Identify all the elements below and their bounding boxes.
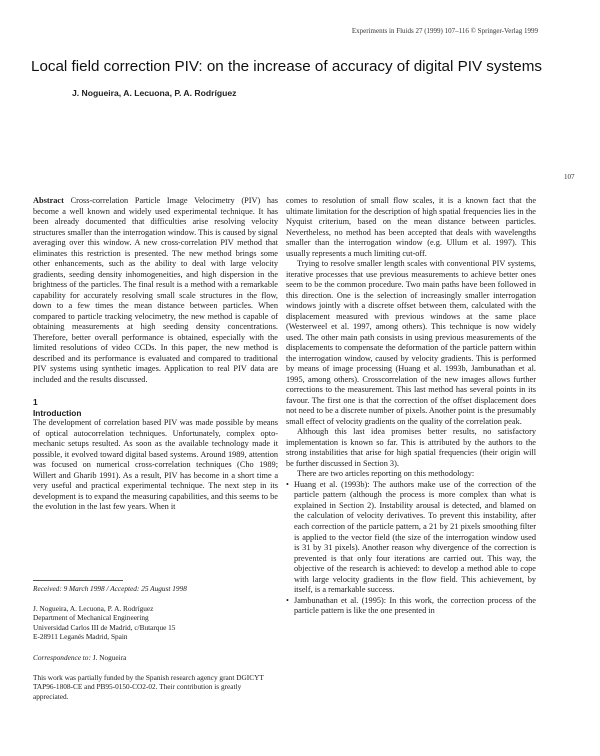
section-title: Introduction xyxy=(33,407,82,418)
received-dates xyxy=(33,584,278,593)
paragraph: Although this last idea promises better results, no satisfactory implementation is known so far. This is attributed by the authors to the strong instabilities that arise for high spatial frequencies (their origin will be further discussed in Section 3). xyxy=(286,427,536,468)
address-line: Department of Mechanical Engineering xyxy=(33,613,149,623)
address-line: Universidad Carlos III de Madrid, c/Butarque 15 xyxy=(33,622,176,632)
footnote-rule xyxy=(33,580,123,581)
abstract-label: Abstract xyxy=(33,196,64,205)
left-column xyxy=(33,196,278,513)
correspondence-name: J. Nogueira xyxy=(92,653,127,662)
reference-list xyxy=(286,480,536,617)
paper-title: Local field correction PIV: on the increase of accuracy of digital PIV systems xyxy=(31,58,542,75)
paragraph: Trying to resolve smaller length scales with conventional PIV systems, iterative processes that use previous measurements to achieve better ones seem to be the common procedure. Two main paths have been followed in this direction. One is the selection of increasingly smaller interrogation windows jointly with a discrete offset between them, calculated with the displacement measured with previous windows at the same place (Westerweel et al. 1997, among others). This technique is now widely used. The other main path consists in using previous measurements of the displacements to compensate the deformation of the particle pattern within the interrogation window, caused by velocity gradients. This is performed by means of image processing (Huang et al. 1993b, Jambunathan et al. 1995, among others). Crosscorrelation of the new images allows further corrections to the measurement. This last method has several points in its favour. The first one is that the correction of the offset displacement does not need to be a discrete number of pixels. Another point is the presumably small effect of velocity gradients on the quality of the correlation peak. xyxy=(286,259,536,426)
page-number: 107 xyxy=(564,173,575,181)
journal-reference: Experiments in Fluids 27 (1999) 107–116 © Springer-Verlag 1999 xyxy=(351,27,538,35)
list-item: • Huang et al. (1993b): The authors make use of the correction of the particle pattern (although the process is more complex than what is explained in Section 2). Instability arousal is detected, and blamed on the calculation of velocity derivatives. To prevent this instability, after each correction of the particle pattern, a 21 by 21 pixels smoothing filter is applied to the vector field (the size of the interrogation window used is 31 by 31 pixels). Another reason why divergence of the correction is prevented is that only four iterations are carried out. This way, the objective of the research is achieved: to develop a method able to cope with large velocity gradients in the flow field. This achievement, by itself, is a remarkable success. xyxy=(286,480,536,596)
address-line: E-28911 Leganés Madrid, Spain xyxy=(33,632,128,642)
paragraph: comes to resolution of small flow scales, it is a known fact that the ultimate limitation for the description of high spatial frequencies lies in the Nyquist criterium, based on the mean distance between particles. Nevertheless, no method has been accepted that deals with wavelengths smaller than the interrogation window (e.g. Ullum et al. 1997). This usually represents a much limiting cut-off. xyxy=(286,196,536,258)
paragraph: There are two articles reporting on this methodology: xyxy=(297,469,475,479)
list-item: • Jambunathan et al. (1995): In this work, the correction process of the particle pattern is like the one presented in xyxy=(286,596,536,617)
dates-text: Received: 9 March 1998 / Accepted: 25 August 1998 xyxy=(33,584,187,593)
paper-authors: J. Nogueira, A. Lecuona, P. A. Rodríguez xyxy=(72,88,237,98)
section-number: 1 xyxy=(33,397,38,408)
right-column xyxy=(286,196,536,617)
funding-note xyxy=(33,673,278,701)
address-line: J. Nogueira, A. Lecuona, P. A. Rodríguez xyxy=(33,604,154,613)
abstract-text: Cross-correlation Particle Image Velocimetry (PIV) has become a well known and widely used experimental technique. It has been already documented that difficulties arise resolving velocity structures smaller than the interrogation window. This is caused by signal averaging over this window. A new cross-correlation PIV method that eliminates this restriction is presented. The new method brings some other enhancements, such as the ability to deal with large velocity gradients, seeding density inhomogeneities, and high dispersion in the brightness of the particles. The final result is a method with a remarkable capability for accurately resolving small scale structures in the flow, down to a few times the mean distance between particles. When compared to particle tracking velocimetry, the new method is capable of obtaining measurements at high seeding density concentrations. Therefore, better overall performance is obtained, especially with the limited resolutions of video CCDs. In this paper, the new method is described and its performance is evaluated and compared to traditional PIV systems using synthetic images. Application to real PIV data are included and the results discussed. xyxy=(33,196,278,384)
author-address xyxy=(33,604,278,641)
intro-paragraph: The development of correlation based PIV was made possible by means of optical autocorrelation techniques. Unfortunately, complex opto-mechanic setups resulted. As soon as the available technology made it possible, it evolved toward digital based systems. Around 1989, attention was focused on numerical cross-correlation techniques (Cho 1989; Willert and Gharib 1991). As a result, PIV has become in a short time a very useful and practical experimental technique. The next step in its development is to expand the measuring capabilities, and this seems to be the evolution in the last few years. When it xyxy=(33,418,278,512)
funding-text: This work was partially funded by the Spanish research agency grant DGICYT TAP96-1808-CE and PB95-0150-CO2-02. Their contribution is greatly appreciated. xyxy=(33,673,264,701)
correspondence-label: Correspondence to: xyxy=(33,653,91,662)
abstract xyxy=(33,196,278,385)
correspondence xyxy=(33,653,278,662)
